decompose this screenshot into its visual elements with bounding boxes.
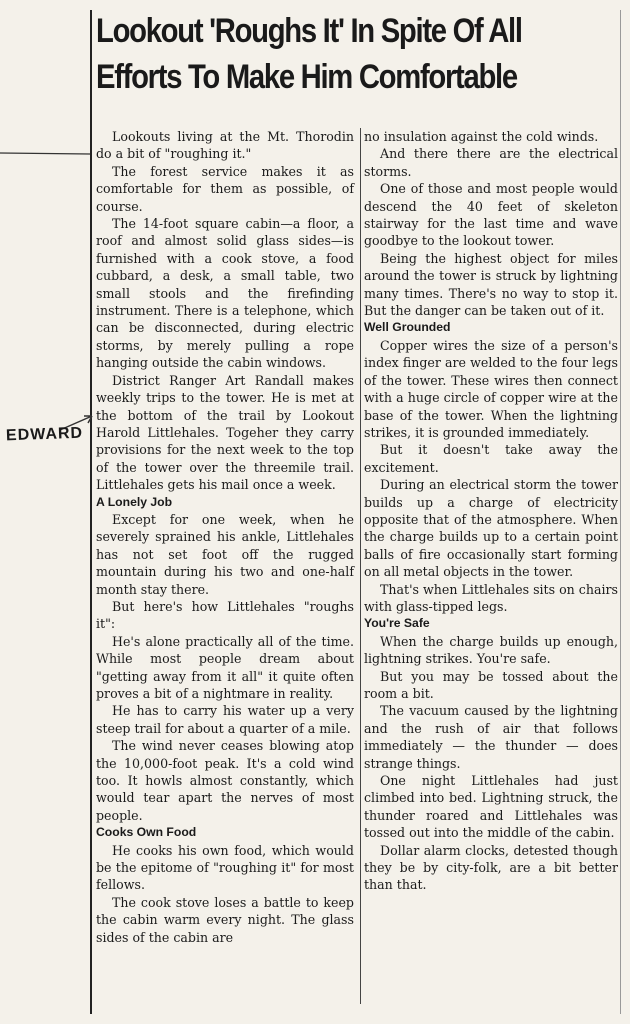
article-paragraph: District Ranger Art Randall makes weekly trips to the tower. He is met at the bottom of the trail by Lookout Harold Littlehales. Togeher they carry provisions for the next week to the top of the tower over the threemile trail. Littlehales gets his mail once a week. xyxy=(96,372,354,493)
section-subhead: Well Grounded xyxy=(364,320,451,335)
article-paragraph: During an electrical storm the tower builds up a charge of electricity opposite that of the atmosphere. When the charge builds up to a certain point balls of fire occasionally start forming on all metal objects in the tower. xyxy=(364,477,618,580)
article-paragraph: Being the highest object for miles around the tower is struck by lightning many times. There's no way to stop it. But the danger can be taken out of it. xyxy=(364,250,618,319)
article-paragraph: Lookouts living at the Mt. Thorodin do a bit of "roughing it." xyxy=(96,129,354,162)
article-paragraph: The vacuum caused by the lightning and the rush of air that follows immediately — the thunder — does strange things. xyxy=(364,703,618,771)
article-column-left xyxy=(96,128,354,946)
article-paragraph: But it doesn't take away the excitement. xyxy=(364,442,618,475)
section-subhead: Cooks Own Food xyxy=(96,825,197,840)
headline-line-2: Efforts To Make Him Comfortable xyxy=(96,58,517,96)
pen-mark-line xyxy=(0,150,90,156)
article-paragraph: But here's how Littlehales "roughs it": xyxy=(96,598,354,632)
article-paragraph: And there there are the electrical storms. xyxy=(364,146,618,179)
article-paragraph: Except for one week, when he severely sprained his ankle, Littlehales has not set foot off the rugged mountain during his two and one-half month stay there. xyxy=(96,511,354,597)
article-paragraph: When the charge builds up enough, lightning strikes. You're safe. xyxy=(364,633,618,667)
article-paragraph: no insulation against the cold winds. xyxy=(364,129,599,144)
article-paragraph: Dollar alarm clocks, detested though they be by city-folk, are a bit better than that. xyxy=(364,842,618,893)
article-paragraph: He cooks his own food, which would be the epitome of "roughing it" for most fellows. xyxy=(96,842,354,893)
article-paragraph: That's when Littlehales sits on chairs with glass-tipped legs. xyxy=(364,581,618,614)
column-rule-middle xyxy=(360,128,361,1004)
article-paragraph: The wind never ceases blowing atop the 10,000-foot peak. It's a cold wind too. It howls almost constantly, which would tear apart the nerves of most people. xyxy=(96,738,354,823)
column-rule-left xyxy=(90,10,92,1014)
section-subhead: You're Safe xyxy=(364,616,430,631)
article-paragraph: One of those and most people would descend the 40 feet of skeleton stairway for the last time and wave goodbye to the lookout tower. xyxy=(364,181,618,249)
article-paragraph: The 14-foot square cabin—a floor, a roof and almost solid glass sides—is furnished with a cook stove, a food cubbard, a desk, a small table, two small stools and the firefinding instrument. There is a telephone, which can be disconnected, during electric storms, by merely pulling a rope hanging outside the cabin windows. xyxy=(96,216,354,371)
section-subhead: A Lonely Job xyxy=(96,494,173,509)
article-column-right xyxy=(364,128,618,894)
column-rule-right xyxy=(620,10,621,1014)
article-paragraph: He has to carry his water up a very steep trail for about a quarter of a mile. xyxy=(96,703,354,736)
article-paragraph: The forest service makes it as comfortable for them as possible, of course. xyxy=(96,163,354,214)
article-paragraph: He's alone practically all of the time. While most people dream about "getting away from it all" it quite often proves a bit of a nightmare in reality. xyxy=(96,633,354,701)
article-paragraph: The cook stove loses a battle to keep the cabin warm every night. The glass sides of the cabin are xyxy=(96,894,354,945)
article-paragraph: Copper wires the size of a person's index finger are welded to the four legs of the tower. These wires then connect with a huge circle of copper wire at the base of the tower. When the lightning strikes, it is grounded immediately. xyxy=(364,337,618,440)
handwritten-margin-note: EDWARD xyxy=(5,424,84,445)
headline xyxy=(96,8,543,100)
article-paragraph: One night Littlehales had just climbed into bed. Lightning struck, the thunder roared and Littlehales was tossed out into the middle of the cabin. xyxy=(364,773,618,841)
article-paragraph: But you may be tossed about the room a bit. xyxy=(364,668,618,701)
headline-line-1: Lookout 'Roughs It' In Spite Of All xyxy=(96,12,522,50)
